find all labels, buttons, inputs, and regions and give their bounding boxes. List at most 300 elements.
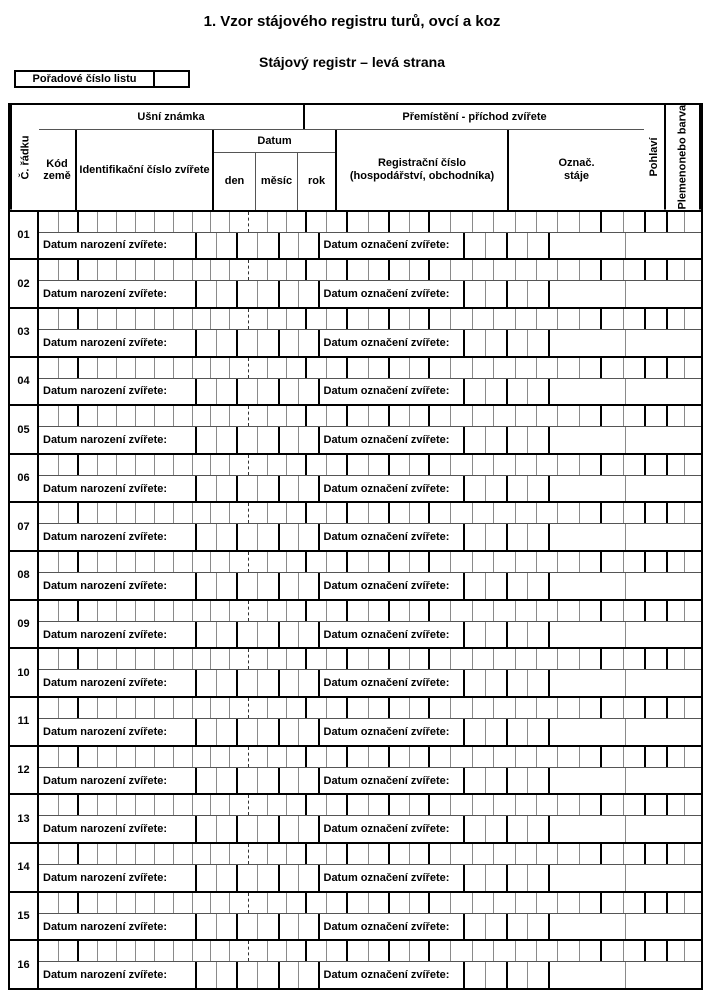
sex-box (644, 844, 666, 864)
breed-boxes (666, 941, 701, 961)
char-box (154, 455, 173, 475)
char-box (280, 330, 299, 356)
char-box (267, 893, 286, 913)
char-box (97, 455, 116, 475)
char-box (197, 962, 216, 988)
birth-year-boxes (278, 233, 318, 259)
table-row (10, 501, 701, 550)
marking-month-boxes (506, 914, 548, 940)
birth-year-boxes (278, 914, 318, 940)
char-box (536, 649, 557, 669)
char-box (623, 844, 645, 864)
char-box (668, 260, 684, 280)
birth-day-boxes (195, 768, 236, 794)
char-box (307, 503, 326, 523)
char-box (625, 233, 701, 259)
char-box (684, 601, 701, 621)
char-box (79, 601, 97, 621)
char-box (409, 212, 429, 232)
char-box (257, 962, 278, 988)
char-box (58, 601, 78, 621)
char-box (248, 212, 267, 232)
char-box (684, 503, 701, 523)
char-box (493, 503, 514, 523)
char-box (493, 747, 514, 767)
char-box (267, 747, 286, 767)
char-box (368, 503, 389, 523)
char-box (625, 865, 701, 891)
row-content (39, 503, 701, 550)
table-header (10, 105, 701, 212)
char-box (579, 601, 600, 621)
char-box (515, 747, 536, 767)
char-box (97, 503, 116, 523)
birth-month-boxes (236, 622, 278, 648)
table-row (10, 939, 701, 988)
arrival-year-boxes (388, 941, 428, 961)
char-box (536, 795, 557, 815)
char-box (135, 844, 154, 864)
char-box (625, 427, 701, 453)
marking-year-boxes (548, 865, 702, 891)
char-box (450, 649, 471, 669)
char-box (472, 406, 493, 426)
char-box (550, 962, 625, 988)
char-box (229, 601, 248, 621)
char-box (623, 941, 645, 961)
char-box (210, 455, 229, 475)
arrival-month-boxes (346, 406, 388, 426)
char-box (216, 476, 236, 502)
char-box (368, 455, 389, 475)
char-box (579, 309, 600, 329)
char-box (79, 503, 97, 523)
char-box (197, 476, 216, 502)
registration-number-boxes (428, 552, 600, 572)
char-box (579, 795, 600, 815)
char-box (390, 601, 409, 621)
birth-day-boxes (195, 233, 236, 259)
char-box (154, 309, 173, 329)
animal-id-boxes (77, 552, 305, 572)
table-row (10, 356, 701, 405)
header-breed-line2: nebo barva (676, 105, 689, 164)
char-box (173, 893, 192, 913)
char-box (450, 260, 471, 280)
char-box (39, 260, 58, 280)
arrival-year-boxes (388, 698, 428, 718)
marking-month-boxes (506, 281, 548, 307)
animal-id-boxes (77, 698, 305, 718)
char-box (238, 670, 258, 696)
char-box (97, 649, 116, 669)
char-box (326, 844, 346, 864)
row-date-labels (39, 622, 701, 648)
char-box (154, 893, 173, 913)
char-box (280, 622, 299, 648)
char-box (368, 893, 389, 913)
char-box (173, 747, 192, 767)
char-box (508, 524, 528, 550)
birth-year-boxes (278, 524, 318, 550)
char-box (154, 747, 173, 767)
sex-box (644, 747, 666, 767)
birth-year-boxes (278, 962, 318, 988)
char-box (326, 358, 346, 378)
char-box (116, 503, 135, 523)
animal-id-boxes (77, 503, 305, 523)
char-box (472, 260, 493, 280)
char-box (465, 281, 485, 307)
char-box (579, 503, 600, 523)
marking-month-boxes (506, 962, 548, 988)
sex-box (644, 601, 666, 621)
char-box (116, 747, 135, 767)
char-box (135, 552, 154, 572)
char-box (625, 962, 701, 988)
row-content (39, 893, 701, 940)
birth-month-boxes (236, 427, 278, 453)
char-box (154, 601, 173, 621)
marking-date-label: Datum označení zvířete: (318, 768, 463, 794)
char-box (257, 816, 278, 842)
marking-date-label: Datum označení zvířete: (318, 379, 463, 405)
char-box (348, 698, 368, 718)
char-box (348, 260, 368, 280)
char-box (515, 844, 536, 864)
char-box (326, 941, 346, 961)
char-box (557, 503, 578, 523)
char-box (39, 503, 58, 523)
char-box (602, 552, 623, 572)
char-box (684, 260, 701, 280)
header-breed (666, 105, 701, 210)
char-box (550, 914, 625, 940)
char-box (135, 260, 154, 280)
char-box (97, 212, 116, 232)
row-character-boxes (39, 698, 701, 719)
marking-month-boxes (506, 524, 548, 550)
marking-day-boxes (463, 524, 506, 550)
char-box (280, 865, 299, 891)
stable-mark-boxes (600, 455, 644, 475)
char-box (58, 747, 78, 767)
char-box (286, 212, 305, 232)
row-content (39, 747, 701, 794)
char-box (307, 795, 326, 815)
char-box (192, 212, 211, 232)
registration-number-boxes (428, 941, 600, 961)
arrival-day-boxes (305, 747, 346, 767)
marking-day-boxes (463, 379, 506, 405)
birth-day-boxes (195, 427, 236, 453)
row-character-boxes (39, 649, 701, 670)
char-box (368, 698, 389, 718)
char-box (515, 601, 536, 621)
char-box (684, 795, 701, 815)
char-box (602, 601, 623, 621)
arrival-year-boxes (388, 503, 428, 523)
char-box (39, 601, 58, 621)
char-box (197, 622, 216, 648)
sex-box (644, 941, 666, 961)
char-box (668, 844, 684, 864)
char-box (550, 622, 625, 648)
char-box (557, 309, 578, 329)
char-box (579, 649, 600, 669)
char-box (229, 795, 248, 815)
birth-date-label: Datum narození zvířete: (43, 725, 168, 738)
char-box (97, 309, 116, 329)
char-box (307, 747, 326, 767)
marking-date-label: Datum označení zvířete: (318, 233, 463, 259)
char-box (368, 795, 389, 815)
char-box (173, 503, 192, 523)
table-row (10, 307, 701, 356)
marking-year-boxes (548, 670, 702, 696)
char-box (173, 309, 192, 329)
char-box (39, 941, 58, 961)
char-box (527, 524, 548, 550)
birth-date-label: Datum narození zvířete: (43, 774, 168, 787)
char-box (298, 670, 318, 696)
char-box (58, 260, 78, 280)
char-box (409, 649, 429, 669)
char-box (472, 212, 493, 232)
row-number: 05 (10, 406, 39, 453)
char-box (485, 379, 506, 405)
char-box (390, 260, 409, 280)
breed-boxes (666, 601, 701, 621)
row-date-labels (39, 914, 701, 940)
char-box (668, 795, 684, 815)
char-box (267, 309, 286, 329)
char-box (623, 358, 645, 378)
char-box (298, 524, 318, 550)
char-box (326, 649, 346, 669)
row-date-labels (39, 670, 701, 696)
char-box (192, 698, 211, 718)
char-box (326, 795, 346, 815)
char-box (280, 816, 299, 842)
char-box (58, 941, 78, 961)
char-box (116, 893, 135, 913)
char-box (280, 768, 299, 794)
char-box (684, 844, 701, 864)
birth-day-boxes (195, 622, 236, 648)
char-box (173, 552, 192, 572)
char-box (684, 406, 701, 426)
char-box (116, 552, 135, 572)
char-box (527, 427, 548, 453)
marking-year-boxes (548, 816, 702, 842)
char-box (409, 698, 429, 718)
row-content (39, 309, 701, 356)
char-box (135, 406, 154, 426)
header-date: Datum (214, 130, 335, 153)
char-box (485, 427, 506, 453)
char-box (684, 212, 701, 232)
char-box (536, 552, 557, 572)
char-box (485, 330, 506, 356)
char-box (58, 698, 78, 718)
char-box (527, 573, 548, 599)
marking-year-boxes (548, 573, 702, 599)
row-date-labels (39, 962, 701, 988)
header-middle (39, 105, 644, 210)
char-box (515, 941, 536, 961)
char-box (326, 406, 346, 426)
country-code-boxes (39, 844, 77, 864)
char-box (286, 893, 305, 913)
row-date-labels (39, 233, 701, 259)
char-box (135, 747, 154, 767)
stable-mark-boxes (600, 649, 644, 669)
char-box (326, 503, 346, 523)
marking-month-boxes (506, 865, 548, 891)
char-box (267, 649, 286, 669)
char-box (257, 719, 278, 745)
char-box (238, 524, 258, 550)
char-box (154, 795, 173, 815)
char-box (623, 212, 645, 232)
char-box (238, 962, 258, 988)
char-box (348, 893, 368, 913)
char-box (508, 330, 528, 356)
char-box (216, 768, 236, 794)
char-box (286, 358, 305, 378)
breed-boxes (666, 698, 701, 718)
char-box (485, 914, 506, 940)
char-box (216, 573, 236, 599)
marking-month-boxes (506, 573, 548, 599)
char-box (248, 649, 267, 669)
birth-day-boxes (195, 865, 236, 891)
char-box (527, 865, 548, 891)
char-box (536, 698, 557, 718)
birth-date-label: Datum narození zvířete: (43, 385, 168, 398)
header-sex: Pohlaví (644, 105, 666, 210)
char-box (493, 358, 514, 378)
char-box (623, 893, 645, 913)
char-box (430, 358, 450, 378)
row-number: 14 (10, 844, 39, 891)
birth-day-boxes (195, 330, 236, 356)
char-box (646, 552, 666, 572)
marking-year-boxes (548, 524, 702, 550)
country-code-boxes (39, 698, 77, 718)
country-code-boxes (39, 893, 77, 913)
char-box (97, 844, 116, 864)
char-box (58, 503, 78, 523)
char-box (465, 524, 485, 550)
row-character-boxes (39, 795, 701, 816)
animal-id-boxes (77, 212, 305, 232)
char-box (257, 281, 278, 307)
serial-number-value (155, 72, 188, 86)
char-box (409, 844, 429, 864)
char-box (646, 747, 666, 767)
marking-date-label: Datum označení zvířete: (318, 622, 463, 648)
registration-number-boxes (428, 747, 600, 767)
char-box (257, 768, 278, 794)
char-box (625, 670, 701, 696)
char-box (216, 622, 236, 648)
row-content (39, 941, 701, 988)
char-box (623, 698, 645, 718)
serial-number-label: Pořadové číslo listu (16, 72, 155, 86)
stable-mark-boxes (600, 844, 644, 864)
char-box (536, 406, 557, 426)
char-box (280, 379, 299, 405)
char-box (216, 962, 236, 988)
row-content (39, 260, 701, 307)
char-box (430, 893, 450, 913)
char-box (39, 309, 58, 329)
char-box (326, 552, 346, 572)
char-box (557, 601, 578, 621)
char-box (116, 455, 135, 475)
char-box (267, 358, 286, 378)
arrival-day-boxes (305, 358, 346, 378)
char-box (472, 747, 493, 767)
marking-year-boxes (548, 427, 702, 453)
char-box (280, 427, 299, 453)
row-character-boxes (39, 844, 701, 865)
char-box (508, 719, 528, 745)
sex-box (644, 455, 666, 475)
char-box (493, 260, 514, 280)
char-box (472, 649, 493, 669)
birth-year-boxes (278, 719, 318, 745)
registration-number-boxes (428, 844, 600, 864)
birth-month-boxes (236, 962, 278, 988)
char-box (229, 698, 248, 718)
char-box (154, 844, 173, 864)
arrival-day-boxes (305, 941, 346, 961)
registration-number-boxes (428, 309, 600, 329)
char-box (248, 601, 267, 621)
char-box (298, 719, 318, 745)
breed-boxes (666, 212, 701, 232)
char-box (135, 601, 154, 621)
char-box (197, 427, 216, 453)
char-box (58, 309, 78, 329)
char-box (646, 601, 666, 621)
char-box (550, 573, 625, 599)
char-box (450, 503, 471, 523)
char-box (307, 309, 326, 329)
char-box (216, 865, 236, 891)
char-box (192, 503, 211, 523)
char-box (465, 816, 485, 842)
country-code-boxes (39, 406, 77, 426)
char-box (390, 844, 409, 864)
char-box (430, 601, 450, 621)
row-content (39, 795, 701, 842)
char-box (348, 601, 368, 621)
char-box (257, 427, 278, 453)
char-box (668, 309, 684, 329)
char-box (623, 601, 645, 621)
birth-month-boxes (236, 914, 278, 940)
char-box (210, 795, 229, 815)
char-box (450, 747, 471, 767)
header-year: rok (297, 153, 335, 210)
char-box (472, 601, 493, 621)
char-box (450, 893, 471, 913)
stable-mark-boxes (600, 698, 644, 718)
